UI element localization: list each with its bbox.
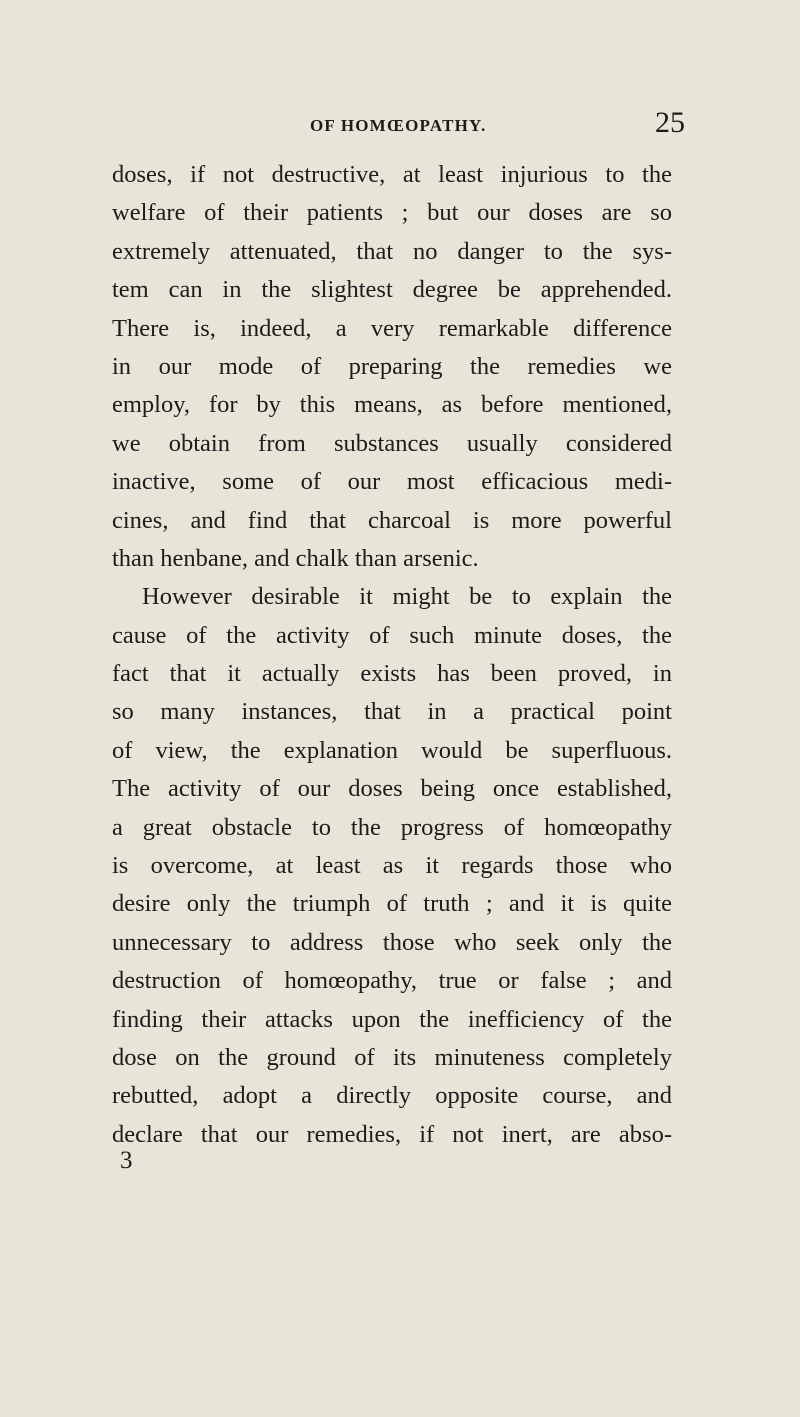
signature-mark: 3: [120, 1147, 133, 1174]
text-line: finding their attacks upon the inefficiency of the: [112, 1005, 672, 1033]
text-line: of view, the explanation would be superfluous.: [112, 736, 672, 764]
text-line: The activity of our doses being once established,: [112, 775, 672, 803]
text-line: cause of the activity of such minute doses, the: [112, 621, 672, 649]
text-line: fact that it actually exists has been proved, in: [112, 660, 672, 688]
text-line: doses, if not destructive, at least injurious to the: [112, 161, 672, 188]
running-head-title: OF HOMŒOPATHY.: [310, 116, 487, 135]
text-line: inactive, some of our most efficacious medi-: [112, 468, 672, 496]
text-line: in our mode of preparing the remedies we: [112, 352, 672, 380]
text-line: declare that our remedies, if not inert, are abso-: [112, 1120, 672, 1148]
text-line: desire only the triumph of truth ; and it is quite: [112, 890, 672, 918]
text-line: cines, and find that charcoal is more powerful: [112, 506, 672, 534]
text-line: extremely attenuated, that no danger to the sys-: [112, 237, 672, 265]
text-line: rebutted, adopt a directly opposite course, and: [112, 1082, 672, 1110]
text-line: There is, indeed, a very remarkable difference: [112, 314, 672, 342]
text-line: unnecessary to address those who seek only the: [112, 928, 672, 956]
page-number: 25: [655, 106, 685, 139]
text-line: we obtain from substances usually considered: [112, 429, 672, 457]
text-line: a great obstacle to the progress of homœopathy: [112, 813, 672, 841]
text-line: welfare of their patients ; but our doses are so: [112, 199, 672, 227]
text-line: destruction of homœopathy, true or false ; and: [112, 967, 672, 995]
text-line: tem can in the slightest degree be apprehended.: [112, 276, 672, 304]
paragraph-start-line: However desirable it might be to explain the: [142, 583, 672, 611]
text-line: is overcome, at least as it regards those who: [112, 852, 672, 880]
body-text: [112, 156, 672, 1154]
running-head: [0, 106, 800, 146]
text-line: dose on the ground of its minuteness completely: [112, 1043, 672, 1071]
text-line: so many instances, that in a practical point: [112, 698, 672, 726]
paragraph-end-line: than henbane, and chalk than arsenic.: [112, 544, 479, 572]
text-line: employ, for by this means, as before mentioned,: [112, 391, 672, 419]
